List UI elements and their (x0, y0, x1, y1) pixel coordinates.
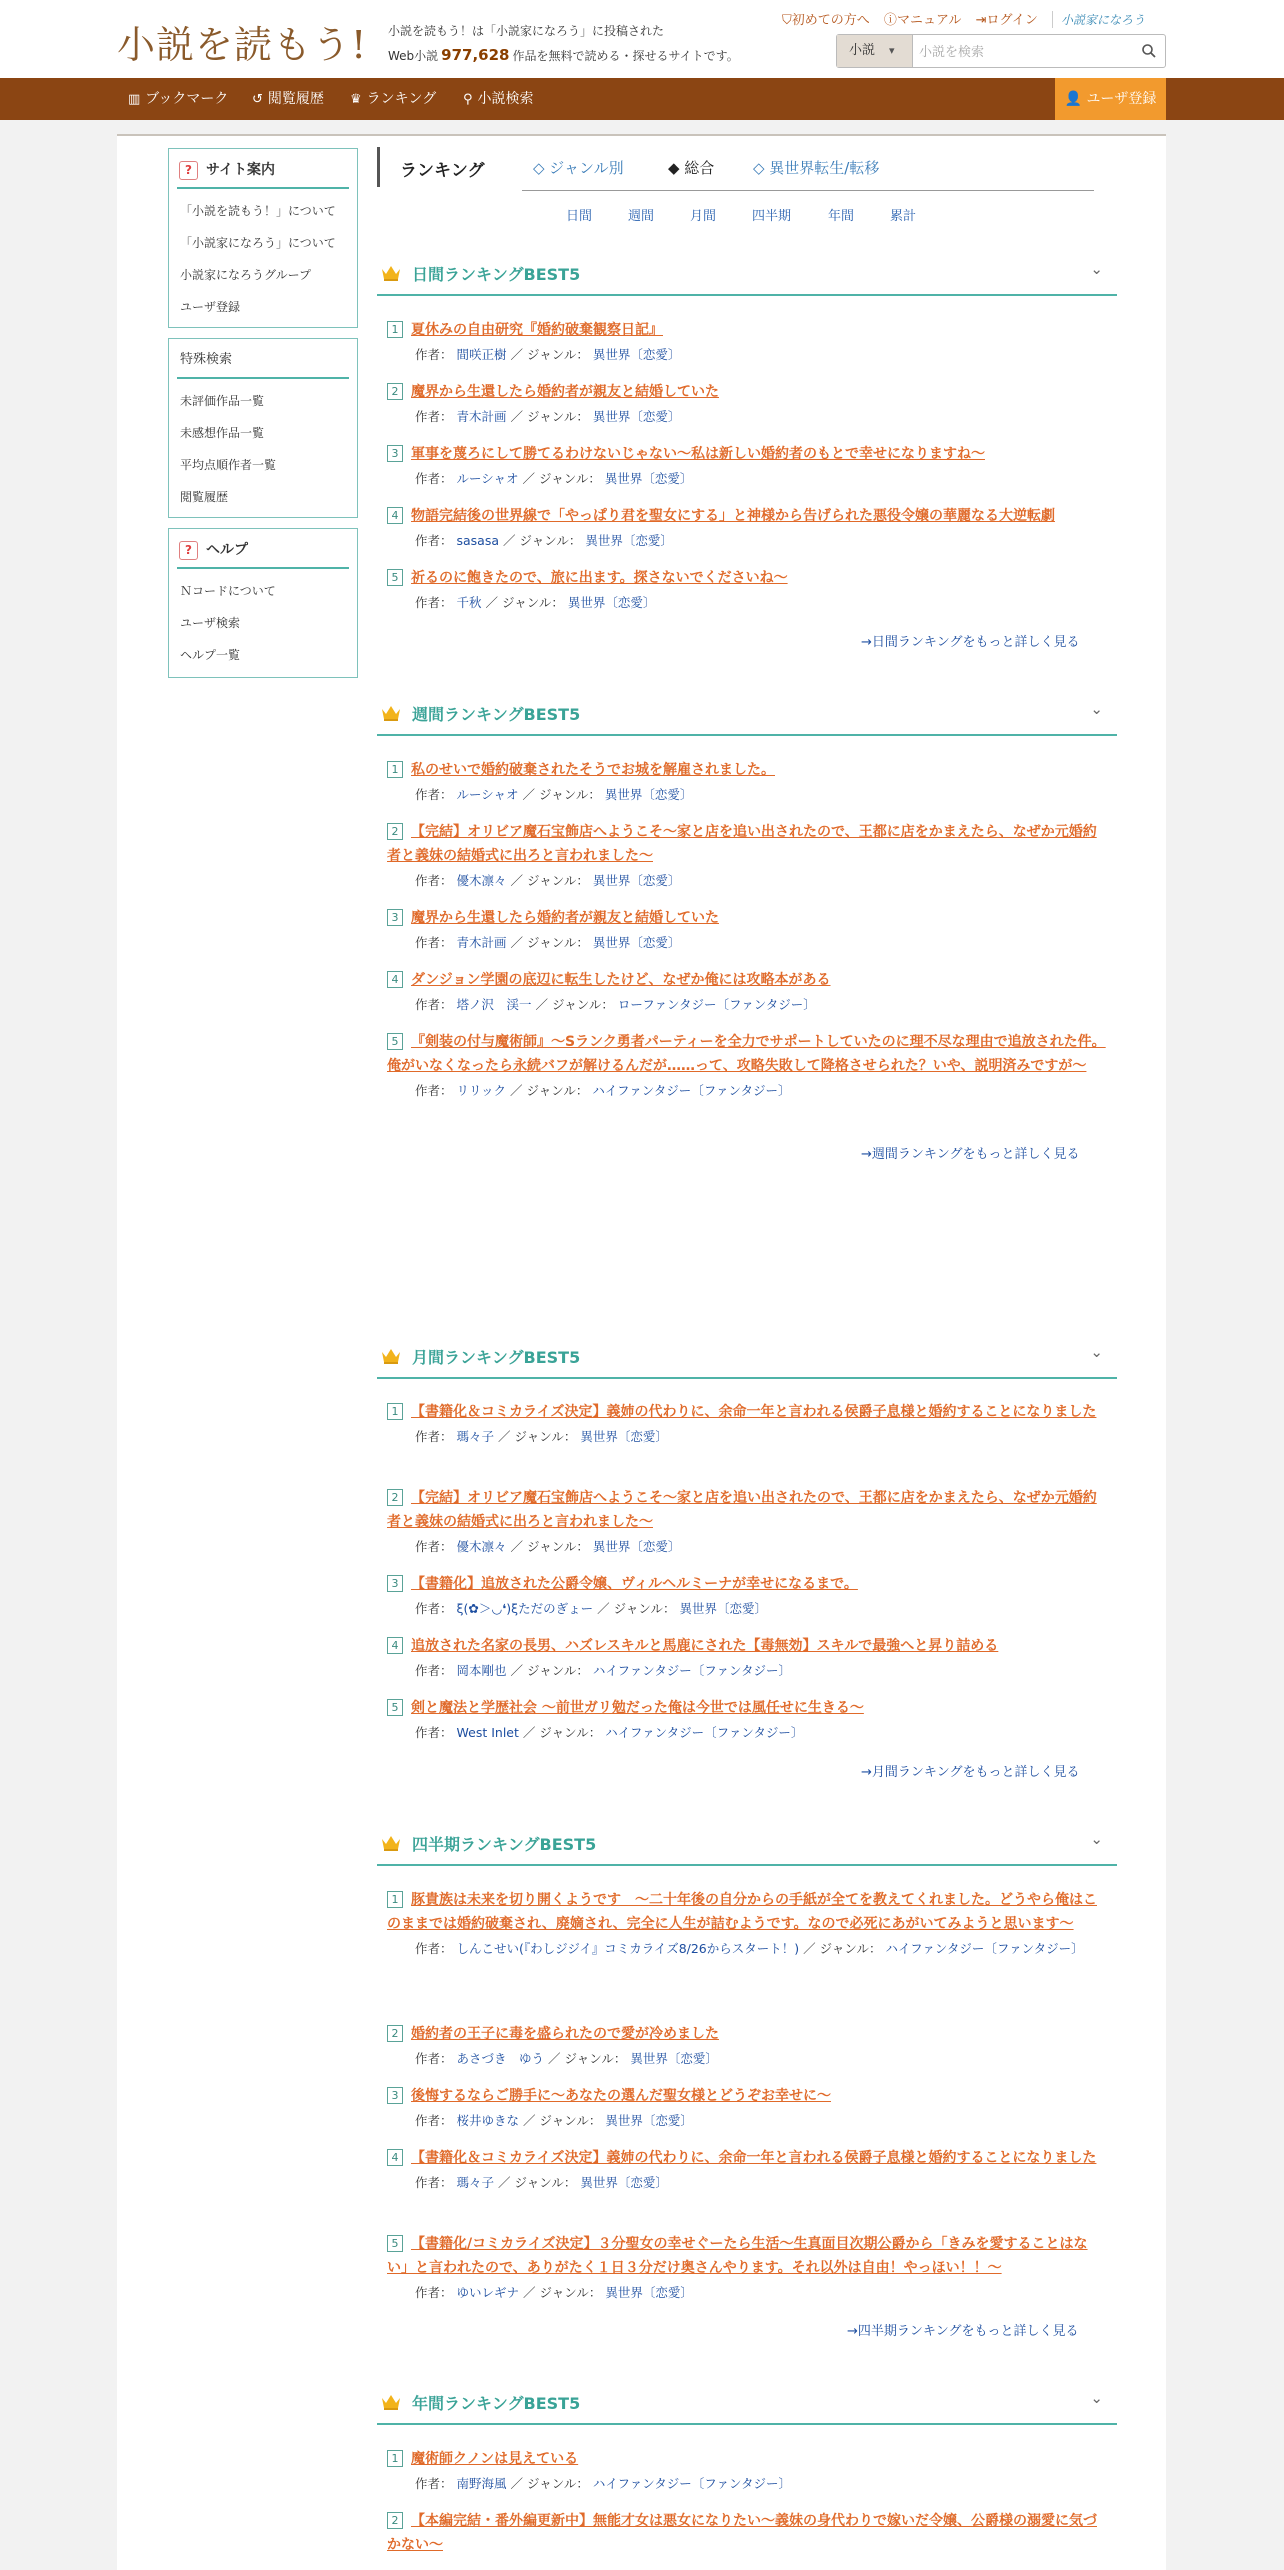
rank-badge: 5 (387, 1033, 403, 1050)
section-monthly-header[interactable] (377, 1335, 1117, 1379)
genre-link[interactable]: 異世界〔恋愛〕 (567, 595, 656, 610)
genre-label: ／ ジャンル： (535, 997, 614, 1012)
section-title: 日間ランキングBEST5 (412, 265, 581, 284)
genre-label: ／ ジャンル： (510, 935, 589, 950)
period-yearly[interactable]: 年間 (828, 209, 855, 224)
help-heading (177, 537, 349, 569)
list-item (387, 566, 1107, 614)
chevron-down-icon[interactable]: ⌄ (1090, 2389, 1103, 2407)
list-item (387, 504, 1107, 552)
novel-title-link[interactable]: 【書籍化】追放された公爵令嬢、ヴィルヘルミーナが幸せになるまで。 (411, 1576, 858, 1592)
main-nav (0, 78, 1284, 120)
first-time-label: 初めての方へ (791, 13, 870, 28)
author-link[interactable]: West Inlet (456, 1725, 519, 1740)
author-link[interactable]: ξ(✿＞◡❛)ξただのぎょー (456, 1601, 594, 1616)
rank-badge: 3 (387, 2087, 403, 2104)
site-guide-heading (177, 157, 349, 189)
genre-label: ／ ジャンル： (510, 873, 589, 888)
register-label: ユーザ登録 (1086, 91, 1157, 107)
section-title: 週間ランキングBEST5 (412, 705, 581, 724)
nav-ranking[interactable] (350, 78, 436, 120)
chevron-down-icon[interactable]: ⌄ (1090, 1830, 1103, 1848)
crown-icon (381, 1834, 401, 1852)
list-item (387, 1486, 1107, 1558)
crown-icon: ♛ (350, 92, 362, 107)
author-link[interactable]: 優木凛々 (456, 1539, 507, 1554)
author-label: 作者： (415, 2285, 453, 2300)
top-links (782, 9, 1145, 28)
rank-badge: 3 (387, 445, 403, 462)
author-label: 作者： (415, 1601, 453, 1616)
novel-title-link[interactable]: 祈るのに飽きたので、旅に出ます。探さないでくださいね〜 (411, 570, 788, 586)
genre-label: ／ ジャンル： (510, 2476, 589, 2491)
sidebar-item-help-list[interactable]: ヘルプ一覧 (180, 648, 241, 662)
quarterly-more-link[interactable]: →四半期ランキングをもっと詳しく見る (847, 2324, 1079, 2339)
novel-meta (387, 2282, 1107, 2304)
list-item (387, 318, 1107, 366)
count-suffix: 作品を無料で読める・探せるサイトです。 (512, 49, 739, 63)
novel-meta (387, 1660, 1107, 1682)
novel-title-link[interactable]: 剣と魔法と学歴社会 〜前世ガリ勉だった俺は今世では風任せに生きる〜 (411, 1700, 864, 1716)
rank-badge: 1 (387, 761, 403, 778)
list-item (387, 1030, 1107, 1102)
genre-link[interactable]: 異世界〔恋愛〕 (630, 2051, 718, 2066)
novel-title-link[interactable]: 『剣装の付与魔術師』〜Sランク勇者パーティーを全力でサポートしていたのに理不尽な理由で追放された件。俺がいなくなったら永続バフが解けるんだが……って、攻略失敗して降格させられた？いや、説明済みですが〜 (387, 1034, 1106, 1074)
special-search-box (168, 338, 358, 518)
author-link[interactable]: ルーシャオ (456, 471, 519, 486)
novel-meta (387, 1938, 1107, 1960)
novel-meta (387, 2048, 1107, 2070)
rank-badge: 4 (387, 2149, 403, 2166)
list-item (387, 442, 1107, 490)
novel-title-link[interactable]: 私のせいで婚約破棄されたそうでお城を解雇されました。 (411, 762, 775, 778)
genre-label: ／ ジャンル： (503, 533, 582, 548)
nav-history[interactable] (252, 78, 324, 120)
author-link[interactable]: 青木計画 (456, 935, 507, 950)
novel-meta (387, 784, 1107, 806)
period-total[interactable]: 累計 (890, 209, 917, 224)
novel-title-link[interactable]: 婚約者の王子に毒を盛られたので愛が冷めました (411, 2026, 719, 2042)
author-label: 作者： (415, 471, 453, 486)
genre-link[interactable]: ハイファンタジー〔ファンタジー〕 (605, 1725, 804, 1740)
genre-link[interactable]: 異世界〔恋愛〕 (580, 2175, 668, 2190)
sidebar-item-user-register[interactable]: ユーザ登録 (180, 300, 241, 314)
author-label: 作者： (415, 1663, 453, 1678)
crown-icon (381, 2393, 401, 2411)
rank-badge: 2 (387, 2025, 403, 2042)
genre-label: ／ ジャンル： (522, 471, 601, 486)
help-box (168, 528, 358, 678)
author-label: 作者： (415, 935, 453, 950)
novel-title-link[interactable]: ダンジョン学園の底辺に転生したけど、なぜか俺には攻略本がある (411, 972, 831, 988)
genre-label: ／ ジャンル： (597, 1601, 676, 1616)
novel-meta (387, 1536, 1107, 1558)
tab-overall[interactable]: ◆ 総合 (668, 159, 715, 177)
genre-label: ／ ジャンル： (523, 2113, 602, 2128)
novel-meta (387, 1722, 1107, 1744)
novel-meta (387, 870, 1107, 892)
first-time-link[interactable] (782, 13, 870, 28)
author-label: 作者： (415, 787, 453, 802)
search-icon: ⚲ (463, 92, 473, 107)
nav-bookmark[interactable] (128, 78, 228, 120)
login-label: ログイン (986, 13, 1038, 28)
author-label: 作者： (415, 1429, 453, 1444)
rank-badge: 3 (387, 909, 403, 926)
tab-genre[interactable]: ◇ ジャンル別 (533, 159, 624, 177)
author-label: 作者： (415, 1083, 453, 1098)
novel-meta (387, 592, 1107, 614)
novel-title-link[interactable]: 魔界から生還したら婚約者が親友と結婚していた (411, 910, 719, 926)
site-logo[interactable]: 小説を読もう! (117, 23, 368, 67)
author-label: 作者： (415, 595, 453, 610)
author-label: 作者： (415, 533, 453, 548)
novel-meta (387, 2172, 1107, 2194)
period-monthly[interactable]: 月間 (690, 209, 717, 224)
period-quarterly[interactable]: 四半期 (752, 209, 792, 224)
manual-link[interactable] (884, 13, 962, 28)
novel-meta (387, 1598, 1107, 1620)
genre-label: ／ ジャンル： (522, 1725, 602, 1740)
novel-meta (387, 344, 1107, 366)
novel-meta (387, 2110, 1107, 2132)
section-title: 四半期ランキングBEST5 (412, 1835, 597, 1854)
genre-link[interactable]: 異世界〔恋愛〕 (592, 873, 681, 888)
narou-logo-link[interactable]: 小説家になろう (1052, 11, 1145, 28)
genre-label: ／ ジャンル： (510, 1663, 589, 1678)
author-link[interactable]: 瑪々子 (456, 1429, 495, 1444)
genre-label: ／ ジャンル： (548, 2051, 627, 2066)
novel-title-link[interactable]: 【書籍化＆コミカライズ決定】義姉の代わりに、余命一年と言われる侯爵子息様と婚約することになりました (411, 1404, 1097, 1420)
author-label: 作者： (415, 1539, 453, 1554)
novel-title-link[interactable]: 【本編完結・番外編更新中】無能才女は悪女になりたい〜義妹の身代わりで嫁いだ令嬢、公爵様の溺愛に気づかない〜 (387, 2513, 1097, 2553)
list-item (387, 2022, 1107, 2070)
novel-title-link[interactable]: 軍事を蔑ろにして勝てるわけないじゃない〜私は新しい婚約者のもとで幸せになりますね〜 (411, 446, 985, 462)
author-link[interactable]: リリック (456, 1083, 507, 1098)
novel-title-link[interactable]: 魔界から生還したら婚約者が親友と結婚していた (411, 384, 719, 400)
novel-title-link[interactable]: 物語完結後の世界線で「やっぱり君を聖女にする」と神様から告げられた悪役令嬢の華麗なる大逆転劇 (411, 508, 1055, 524)
author-link[interactable]: 桜井ゆきな (456, 2113, 520, 2128)
novel-title-link[interactable]: 夏休みの自由研究『婚約破棄観察日記』 (411, 322, 663, 338)
chevron-down-icon[interactable]: ⌄ (1090, 260, 1103, 278)
rank-badge: 3 (387, 1575, 403, 1592)
sidebar-item-narou-group[interactable]: 小説家になろうグループ (180, 268, 312, 282)
rank-badge: 2 (387, 823, 403, 840)
sidebar-item-no-review[interactable]: 未感想作品一覧 (180, 426, 265, 440)
rank-badge: 1 (387, 321, 403, 338)
user-icon: 👤 (1064, 91, 1082, 107)
list-item (387, 1572, 1107, 1620)
rank-badge: 1 (387, 2450, 403, 2467)
site-guide-box (168, 148, 358, 328)
rank-badge: 4 (387, 1637, 403, 1654)
genre-label: ／ ジャンル： (523, 2285, 602, 2300)
rank-badge: 4 (387, 507, 403, 524)
author-label: 作者： (415, 2113, 453, 2128)
search-box (836, 34, 1166, 68)
list-item (387, 380, 1107, 428)
genre-link[interactable]: 異世界〔恋愛〕 (592, 935, 681, 950)
search-type-select[interactable] (837, 35, 913, 67)
genre-link[interactable]: ハイファンタジー〔ファンタジー〕 (592, 2476, 792, 2491)
rank-badge: 1 (387, 1891, 403, 1908)
genre-link[interactable]: 異世界〔恋愛〕 (592, 347, 681, 362)
tab-divider (522, 190, 1094, 191)
genre-link[interactable]: 異世界〔恋愛〕 (592, 1539, 681, 1554)
novel-meta (387, 932, 1107, 954)
crown-icon (381, 1347, 401, 1365)
author-link[interactable]: 間咲正樹 (456, 347, 507, 362)
genre-link[interactable]: 異世界〔恋愛〕 (604, 471, 693, 486)
author-label: 作者： (415, 1725, 453, 1740)
novel-meta (387, 994, 1107, 1016)
sidebar-item-user-search[interactable]: ユーザ検索 (180, 616, 241, 630)
history-icon: ↺ (252, 92, 263, 107)
novel-meta (387, 1426, 1107, 1448)
author-link[interactable]: 優木凛々 (456, 873, 507, 888)
daily-more-link[interactable]: →日間ランキングをもっと詳しく見る (861, 635, 1080, 650)
section-weekly-header[interactable] (377, 692, 1117, 736)
rank-badge: 5 (387, 569, 403, 586)
novel-meta (387, 1080, 1107, 1102)
author-label: 作者： (415, 2476, 453, 2491)
rank-badge: 1 (387, 1403, 403, 1420)
monthly-more-link[interactable]: →月間ランキングをもっと詳しく見る (861, 1765, 1080, 1780)
novel-meta (387, 530, 1107, 552)
author-link[interactable]: 南野海風 (456, 2476, 507, 2491)
sidebar-item-history[interactable]: 閲覧履歴 (180, 490, 229, 504)
author-link[interactable]: 岡本剛也 (456, 1663, 507, 1678)
chevron-down-icon[interactable]: ⌄ (1090, 1343, 1103, 1361)
author-link[interactable]: 青木計画 (456, 409, 507, 424)
genre-link[interactable]: 異世界〔恋愛〕 (604, 787, 693, 802)
genre-label: ／ ジャンル： (498, 2175, 577, 2190)
list-item (387, 1400, 1107, 1448)
register-button[interactable] (1055, 78, 1166, 120)
author-link[interactable]: sasasa (456, 533, 500, 548)
tab-isekai[interactable]: ◇ 異世界転生/転移 (753, 159, 880, 177)
site-header (0, 0, 1284, 78)
nav-history-label: 閲覧履歴 (267, 91, 324, 107)
site-guide-title: サイト案内 (206, 162, 276, 178)
list-item (387, 1696, 1107, 1744)
list-item (387, 2084, 1107, 2132)
list-item (387, 2232, 1107, 2304)
sidebar-item-avg-authors[interactable]: 平均点順作者一覧 (180, 458, 277, 472)
genre-link[interactable]: ハイファンタジー〔ファンタジー〕 (885, 1941, 1084, 1956)
author-link[interactable]: 瑪々子 (456, 2175, 495, 2190)
novel-meta (387, 468, 1107, 490)
novel-title-link[interactable]: 豚貴族は未来を切り開くようです 〜二十年後の自分からの手紙が全てを教えてくれました。どうやら俺はこのままでは婚約破棄され、廃嫡され、完全に人生が詰むようです。なので必死にあがいてみようと思います〜 (387, 1892, 1097, 1932)
rank-badge: 4 (387, 971, 403, 988)
genre-label: ／ ジャンル： (803, 1941, 882, 1956)
rank-badge: 2 (387, 383, 403, 400)
author-link[interactable]: 千秋 (456, 595, 482, 610)
nav-search[interactable] (463, 78, 534, 120)
genre-label: ／ ジャンル： (522, 787, 601, 802)
list-item (387, 2509, 1107, 2557)
sidebar-item-about-yomou[interactable]: 「小説を読もう！」について (180, 204, 336, 218)
chevron-down-icon[interactable]: ⌄ (1090, 700, 1103, 718)
list-item (387, 1634, 1107, 1682)
genre-link[interactable]: 異世界〔恋愛〕 (605, 2113, 693, 2128)
page-title: ランキング (400, 161, 485, 181)
author-link[interactable]: あさづき ゆう (456, 2051, 545, 2066)
author-link[interactable]: ルーシャオ (456, 787, 519, 802)
section-title: 月間ランキングBEST5 (412, 1348, 581, 1367)
author-label: 作者： (415, 873, 453, 888)
novel-title-link[interactable]: 魔術師クノンは見えている (411, 2451, 579, 2467)
author-link[interactable]: ゆいレギナ (456, 2285, 520, 2300)
weekly-more-link[interactable]: →週間ランキングをもっと詳しく見る (861, 1147, 1080, 1162)
novel-meta (387, 406, 1107, 428)
genre-link[interactable]: 異世界〔恋愛〕 (592, 409, 681, 424)
genre-link[interactable]: ハイファンタジー〔ファンタジー〕 (592, 1083, 791, 1098)
sidebar-item-unrated[interactable]: 未評価作品一覧 (180, 394, 265, 408)
nav-search-label: 小説検索 (477, 91, 534, 107)
author-label: 作者： (415, 2051, 453, 2066)
question-icon: ⓘ (883, 13, 897, 28)
search-input[interactable] (917, 35, 1121, 69)
author-link[interactable]: しんこせい(『わしジジイ』コミカライズ8/26からスタート！) (456, 1941, 800, 1956)
help-question-icon: ? (179, 541, 198, 560)
ranking-title-bar (377, 147, 380, 187)
special-search-heading: 特殊検索 (177, 347, 349, 379)
nav-ranking-label: ランキング (366, 91, 437, 107)
author-label: 作者： (415, 2175, 453, 2190)
author-label: 作者： (415, 347, 453, 362)
count-prefix: Web小説 (388, 49, 439, 63)
rank-badge: 2 (387, 1489, 403, 1506)
period-weekly[interactable]: 週間 (628, 209, 655, 224)
crown-icon (381, 264, 401, 282)
list-item (387, 1888, 1107, 1960)
genre-link[interactable]: 異世界〔恋愛〕 (679, 1601, 768, 1616)
list-item (387, 758, 1107, 806)
help-title: ヘルプ (206, 542, 248, 558)
period-daily[interactable]: 日間 (566, 209, 593, 224)
count-number: 977,628 (441, 46, 510, 64)
author-label: 作者： (415, 997, 453, 1012)
section-title: 年間ランキングBEST5 (412, 2394, 581, 2413)
chevron-down-icon: ▾ (889, 44, 895, 57)
section-quarterly-header[interactable] (377, 1822, 1117, 1866)
login-icon: ⇥ (975, 13, 987, 28)
genre-label: ／ ジャンル： (498, 1429, 577, 1444)
list-icon: ▥ (128, 92, 141, 107)
list-item (387, 968, 1107, 1016)
author-label: 作者： (415, 1941, 453, 1956)
genre-label: ／ ジャンル： (510, 347, 589, 362)
novel-title-link[interactable]: 後悔するならご勝手に〜あなたの選んだ聖女様とどうぞお幸せに〜 (411, 2088, 831, 2104)
rank-badge: 2 (387, 2512, 403, 2529)
section-daily-header[interactable] (377, 252, 1117, 296)
bookmark-flag-icon: ⛉ (782, 13, 792, 28)
novel-title-link[interactable]: 追放された名家の長男、ハズレスキルと馬鹿にされた【毒無効】スキルで最強へと昇り詰める (411, 1638, 999, 1654)
novel-title-link[interactable]: 【完結】オリビア魔石宝飾店へようこそ〜家と店を追い出されたので、王都に店をかまえたら、なぜか元婚約者と義妹の結婚式に出ろと言われました〜 (387, 1490, 1097, 1530)
list-item (387, 820, 1107, 892)
genre-link[interactable]: ローファンタジー〔ファンタジー〕 (617, 997, 816, 1012)
novel-meta (387, 2473, 1107, 2495)
sidebar-item-ncode[interactable]: Ｎコードについて (180, 584, 276, 598)
genre-link[interactable]: 異世界〔恋愛〕 (585, 533, 673, 548)
genre-label: ／ ジャンル： (510, 1083, 589, 1098)
genre-label: ／ ジャンル： (510, 409, 589, 424)
section-yearly-header[interactable] (377, 2381, 1117, 2425)
genre-label: ／ ジャンル： (485, 595, 564, 610)
crown-icon (381, 704, 401, 722)
manual-label: マニュアル (896, 13, 962, 28)
list-item (387, 2146, 1107, 2194)
author-link[interactable]: 塔ノ沢 渓一 (456, 997, 532, 1012)
help-question-icon: ? (179, 161, 198, 180)
list-item (387, 906, 1107, 954)
search-type-value: 小説 (849, 43, 876, 58)
genre-link[interactable]: ハイファンタジー〔ファンタジー〕 (592, 1663, 792, 1678)
nav-bookmark-label: ブックマーク (145, 91, 229, 107)
rank-badge: 5 (387, 1699, 403, 1716)
rank-badge: 5 (387, 2235, 403, 2252)
novel-title-link[interactable]: 【書籍化/コミカライズ決定】３分聖女の幸せぐーたら生活〜生真面目次期公爵から「きみを愛することはない」と言われたので、ありがたく１日３分だけ奥さんやります。それ以外は自由！やっほい！！〜 (387, 2236, 1088, 2276)
novel-title-link[interactable]: 【完結】オリビア魔石宝飾店へようこそ〜家と店を追い出されたので、王都に店をかまえたら、なぜか元婚約者と義妹の結婚式に出ろと言われました〜 (387, 824, 1097, 864)
author-label: 作者： (415, 409, 453, 424)
genre-label: ／ ジャンル： (510, 1539, 589, 1554)
genre-link[interactable]: 異世界〔恋愛〕 (605, 2285, 693, 2300)
genre-link[interactable]: 異世界〔恋愛〕 (580, 1429, 668, 1444)
novel-title-link[interactable]: 【書籍化＆コミカライズ決定】義姉の代わりに、余命一年と言われる侯爵子息様と婚約することになりました (411, 2150, 1097, 2166)
tagline: 小説を読もう！は「小説家になろう」に投稿された (388, 24, 665, 38)
search-icon[interactable] (1141, 43, 1157, 59)
work-count (388, 46, 739, 64)
login-link[interactable] (976, 13, 1038, 28)
list-item (387, 2447, 1107, 2495)
sidebar-item-about-narou[interactable]: 「小説家になろう」について (180, 236, 336, 250)
